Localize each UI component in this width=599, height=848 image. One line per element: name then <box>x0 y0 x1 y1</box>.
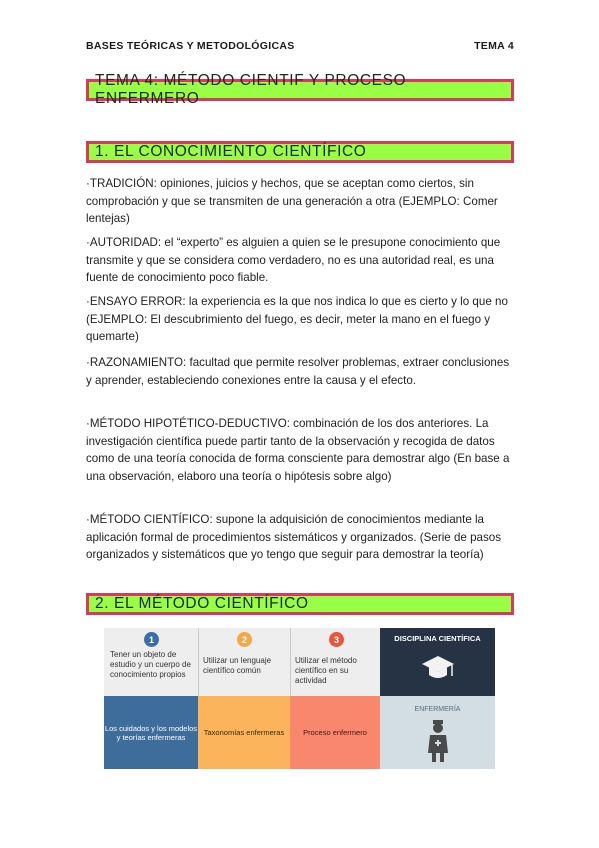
section1-banner <box>86 141 514 163</box>
page-header <box>86 40 514 52</box>
paragraph-autoridad: ·AUTORIDAD: el “experto” es alguien a quien se le presupone conocimiento que transmite y que se considera como verdadero, no es una autoridad real, es una fuente de conocimiento poco fiable. <box>86 236 501 284</box>
enfermeria-label: ENFERMERÍA <box>414 706 461 713</box>
paragraph-hipotetico-deductivo: ·MÉTODO HIPOTÉTICO-DEDUCTIVO: combinación de los dos anteriores. La investigación científica puede partir tanto de la observación y recogida de datos como de una teoría conocida de forma consciente para demostrar algo (En base a una observación, elaboro una teoría o hipótesis sobre algo) <box>86 417 510 483</box>
header-subject: BASES TEÓRICAS Y METODOLÓGICAS <box>86 40 295 52</box>
section1-heading: 1. EL CONOCIMIENTO CIENTÍFICO <box>95 143 367 160</box>
section2-banner <box>86 593 514 615</box>
enfermeria-panel <box>380 696 495 769</box>
section2-heading: 2. EL MÉTODO CIENTÍFICO <box>95 595 309 612</box>
header-topic: TEMA 4 <box>474 40 514 52</box>
paragraph-metodo-cientifico: ·MÉTODO CIENTÍFICO: supone la adquisición de conocimientos mediante la aplicación formal de procedimientos sistemáticos y organizados. (Serie de pasos organizados y sistemáticos que yo tengo que seguir para demostrar la teoría) <box>86 513 502 561</box>
step-1-badge: 1 <box>144 632 159 647</box>
step-2-badge: 2 <box>237 632 252 647</box>
disciplina-label: DISCIPLINA CIENTÍFICA <box>394 634 481 643</box>
paragraph-ensayo-error: ·ENSAYO ERROR: la experiencia es la que nos indica lo que es cierto y lo que no (EJEMPLO: El descubrimiento del fuego, es decir, meter la mano en el fuego y quemarte) <box>86 295 508 343</box>
graduation-cap-icon <box>420 654 456 682</box>
box-taxonomias <box>198 696 290 769</box>
disciplina-panel <box>380 628 495 696</box>
step-1-text: Tener un objeto de estudio y un cuerpo de conocimiento propios <box>110 650 191 679</box>
title-text: TEMA 4: MÉTODO CIENTIF Y PROCESO ENFERMERO <box>95 72 407 107</box>
nurse-icon <box>427 719 449 763</box>
step-3-text: Utilizar el método científico en su actividad <box>295 656 357 685</box>
column-divider <box>290 628 291 696</box>
box-taxonomias-text: Taxonomías enfermeras <box>203 728 285 737</box>
step-3-badge: 3 <box>329 632 344 647</box>
column-divider <box>198 628 199 696</box>
step-2-text: Utilizar un lenguaje científico común <box>203 656 272 675</box>
title-banner <box>86 72 514 107</box>
box-cuidados <box>104 696 198 769</box>
method-infographic <box>104 628 495 769</box>
paragraph-razonamiento: ·RAZONAMIENTO: facultad que permite resolver problemas, extraer conclusiones y aprender, estableciendo conexiones entre la causa y el efecto. <box>86 356 510 387</box>
paragraph-tradicion: ·TRADICIÓN: opiniones, juicios y hechos, que se aceptan como ciertos, sin comprobación y que se transmiten de una generación a otra (EJEMPLO: Comer lentejas) <box>86 177 498 225</box>
box-proceso <box>290 696 380 769</box>
box-proceso-text: Proceso enfermero <box>303 728 367 737</box>
box-cuidados-text: Los cuidados y los modelos y teorías enfermeras <box>104 723 198 742</box>
